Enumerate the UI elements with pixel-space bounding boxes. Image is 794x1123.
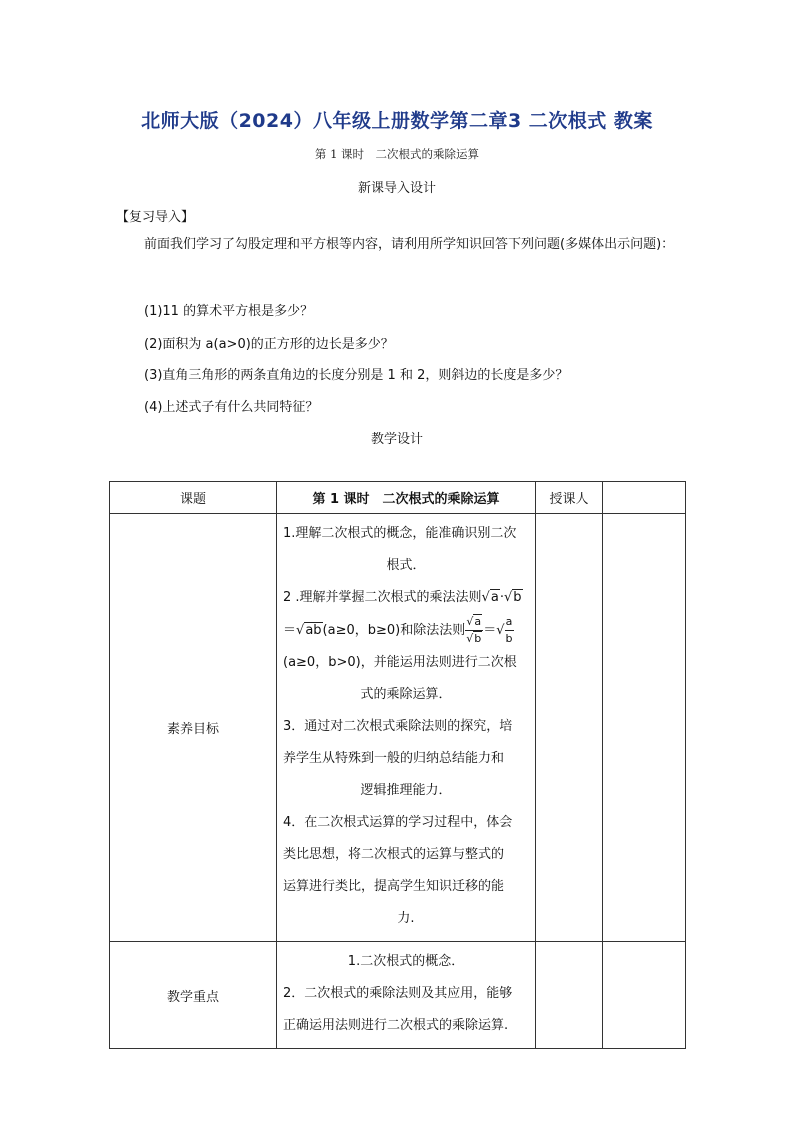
goal-2-line-1: 2 .理解并掌握二次根式的乘法法则√a·√b [283, 590, 522, 605]
lesson-subtitle: 第 1 课时 二次根式的乘除运算 [314, 147, 480, 161]
header-teacher-value [603, 482, 686, 514]
goals-content [277, 514, 536, 942]
focus-label: 教学重点 [110, 942, 277, 1049]
goal-3-line-2: 养学生从特殊到一般的归纳总结能力和 [283, 751, 505, 766]
goal-4-line-3: 运算进行类比，提高学生知识迁移的能 [283, 879, 505, 894]
goal-1-line-2: 根式． [386, 558, 426, 573]
review-question-2: (2)面积为 a(a>0)的正方形的边长是多少？ [144, 337, 394, 352]
goals-label: 素养目标 [110, 514, 277, 942]
goal-3-line-1: 3．通过对二次根式乘除法则的探究，培 [283, 719, 513, 734]
review-question-3: (3)直角三角形的两条直角边的长度分别是 1 和 2，则斜边的长度是多少？ [144, 368, 569, 383]
division-rule-fraction-left: $\frac{√a}{√b}$ [466, 615, 482, 645]
goal-2-line-3: (a≥0，b>0)，并能运用法则进行二次根 [283, 655, 517, 670]
section-heading-intro: 新课导入设计 [357, 181, 436, 196]
review-question-1: (1)11 的算术平方根是多少？ [144, 304, 314, 319]
focus-blank-cell-2 [603, 942, 686, 1049]
goal-3-line-3: 逻辑推理能力． [360, 783, 452, 798]
focus-line-2: 2．二次根式的乘除法则及其应用，能够 [283, 986, 513, 1001]
focus-blank-cell-1 [536, 942, 603, 1049]
goals-blank-cell-1 [536, 514, 603, 942]
goals-blank-cell-2 [603, 514, 686, 942]
goal-4-line-2: 类比思想，将二次根式的运算与整式的 [283, 847, 505, 862]
review-question-4: (4)上述式子有什么共同特征？ [144, 400, 319, 415]
focus-line-1: 1.二次根式的概念． [347, 954, 465, 969]
header-teacher-label: 授课人 [536, 482, 603, 514]
goal-2-line-2: ＝√ab(a≥0，b≥0)和除法法则 $\frac{√a}{√b}$ ＝√ $\frac{a}{b}$ [283, 615, 513, 645]
focus-content [277, 942, 536, 1049]
division-rule-fraction-right: $\frac{a}{b}$ [505, 615, 513, 645]
review-intro-paragraph: 前面我们学习了勾股定理和平方根等内容，请利用所学知识回答下列问题(多媒体出示问题)： [144, 237, 675, 252]
section-heading-design: 教学设计 [370, 432, 423, 447]
goal-2-line-4: 式的乘除运算． [360, 687, 452, 702]
goal-1-line-1: 1.理解二次根式的概念，能准确识别二次 [283, 526, 517, 541]
table-header-row [110, 482, 686, 514]
table-row-goals [110, 514, 686, 942]
focus-line-3: 正确运用法则进行二次根式的乘除运算. [283, 1018, 509, 1033]
goal-4-line-1: 4．在二次根式运算的学习过程中，体会 [283, 815, 513, 830]
table-row-focus [110, 942, 686, 1049]
document-title: 北师大版（2024）八年级上册数学第二章3 二次根式 教案 [141, 110, 653, 132]
goal-4-line-4: 力. [397, 911, 415, 926]
header-topic-label: 课题 [110, 482, 277, 514]
review-heading: 【复习导入】 [116, 210, 195, 225]
header-topic-value: 第 1 课时 二次根式的乘除运算 [277, 482, 536, 514]
lesson-design-table [109, 481, 686, 1049]
